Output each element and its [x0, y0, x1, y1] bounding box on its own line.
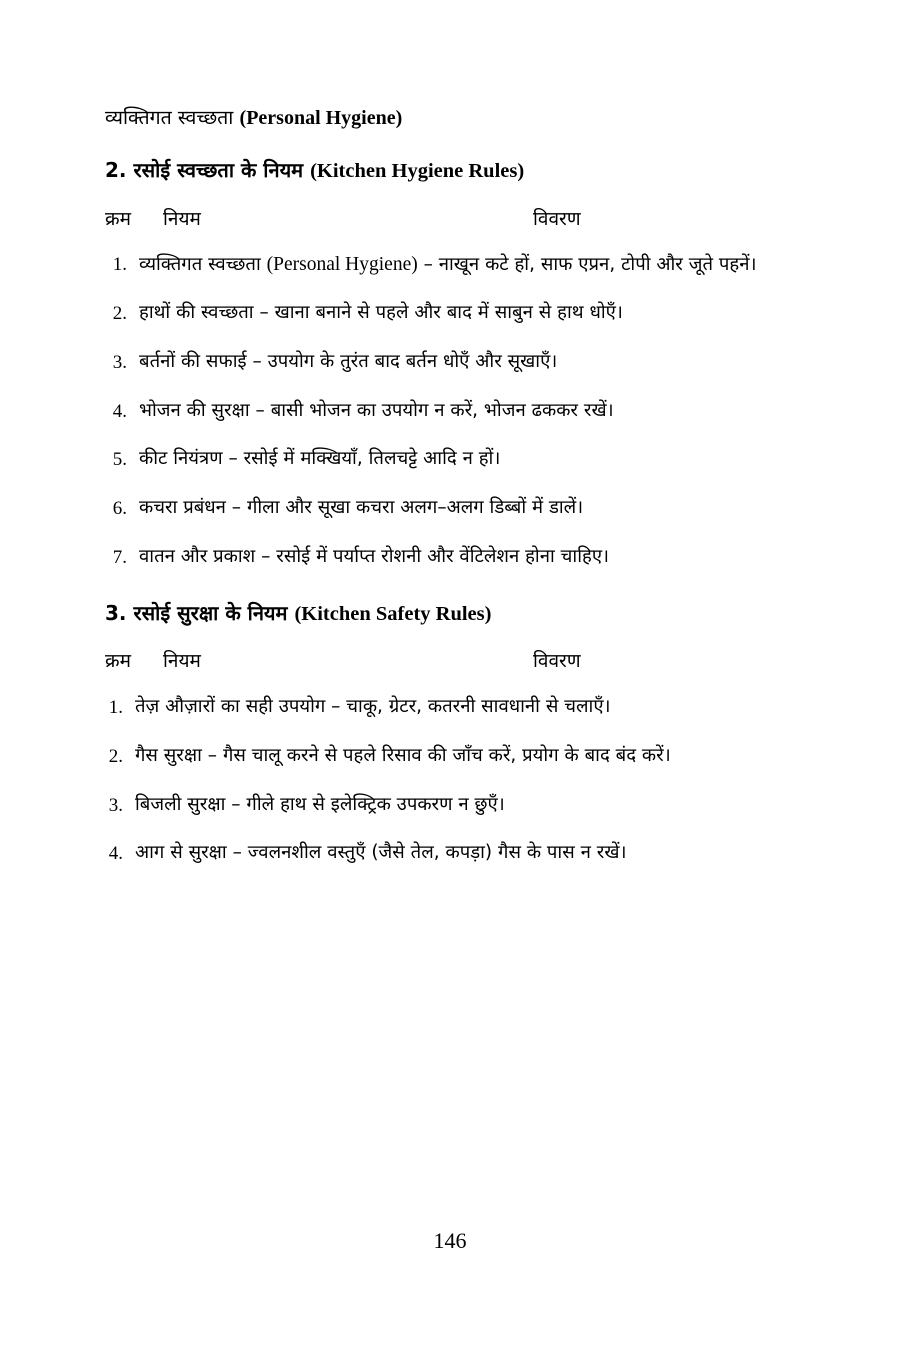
list-item-text	[139, 249, 795, 281]
column-header-vivaran: विवरण	[533, 207, 581, 230]
section-heading-safety	[105, 600, 795, 628]
column-header-niyam: नियम	[163, 650, 201, 673]
list-item	[105, 249, 795, 281]
list-item-number: 1.	[108, 697, 123, 719]
list-item-number: 1.	[112, 254, 127, 276]
list-item-text-part2: – नाखून कटे हों, साफ एप्रन, टोपी और जूते पहनें।	[417, 254, 757, 276]
list-item-text: वातन और प्रकाश – रसोई में पर्याप्त रोशनी और वेंटिलेशन होना चाहिए।	[139, 545, 610, 567]
list-item	[105, 790, 795, 822]
list-item	[105, 347, 795, 379]
list-item	[105, 741, 795, 773]
column-header-kram: क्रम	[105, 207, 131, 230]
list-item-text: आग से सुरक्षा – ज्वलनशील वस्तुएँ (जैसे तेल, कपड़ा) गैस के पास न रखें।	[135, 842, 627, 864]
list-item-number: 6.	[112, 498, 127, 520]
list-item-number: 4.	[112, 400, 127, 422]
list-item	[105, 396, 795, 428]
list-item-text: बर्तनों की सफाई – उपयोग के तुरंत बाद बर्तन धोएँ और सूखाएँ।	[139, 350, 558, 372]
column-headers-hygiene	[105, 207, 795, 232]
list-item-number: 3.	[112, 351, 127, 373]
section-heading-hygiene-english: (Kitchen Hygiene Rules)	[310, 160, 525, 182]
list-item-number: 5.	[112, 449, 127, 471]
page-title	[105, 105, 795, 131]
page-content	[105, 105, 795, 896]
list-item-text-part1: व्यक्तिगत स्वच्छता	[139, 254, 267, 276]
section-heading-safety-hindi: 3. रसोई सुरक्षा के नियम	[105, 600, 295, 625]
list-item	[105, 298, 795, 330]
list-item-text: गैस सुरक्षा – गैस चालू करने से पहले रिसाव की जाँच करें, प्रयोग के बाद बंद करें।	[135, 744, 671, 766]
list-item	[105, 838, 795, 870]
list-item-text: तेज़ औज़ारों का सही उपयोग – चाकू, ग्रेटर, कतरनी सावधानी से चलाएँ।	[135, 696, 611, 718]
column-header-vivaran: विवरण	[533, 650, 581, 673]
list-item	[105, 444, 795, 476]
list-item-text: बिजली सुरक्षा – गीले हाथ से इलेक्ट्रिक उपकरण न छुएँ।	[135, 793, 505, 815]
hygiene-rules-list	[105, 249, 795, 573]
column-headers-safety	[105, 649, 795, 674]
section-heading-hygiene	[105, 157, 795, 185]
page-number: 146	[433, 1228, 467, 1253]
page-title-english: (Personal Hygiene)	[239, 107, 403, 129]
list-item	[105, 493, 795, 525]
list-item-text: भोजन की सुरक्षा – बासी भोजन का उपयोग न करें, भोजन ढककर रखें।	[139, 399, 614, 421]
list-item	[105, 692, 795, 724]
list-item-number: 4.	[108, 843, 123, 865]
section-heading-safety-english: (Kitchen Safety Rules)	[294, 602, 492, 625]
list-item-number: 2.	[112, 303, 127, 325]
list-item-number: 7.	[112, 546, 127, 568]
list-item-text-english: (Personal Hygiene)	[266, 254, 418, 276]
column-header-kram: क्रम	[105, 650, 131, 673]
column-header-niyam: नियम	[163, 207, 201, 230]
list-item	[105, 542, 795, 574]
page-title-hindi: व्यक्तिगत स्वच्छता	[105, 106, 240, 129]
list-item-text: हाथों की स्वच्छता – खाना बनाने से पहले और बाद में साबुन से हाथ धोएँ।	[139, 302, 623, 324]
list-item-number: 3.	[108, 794, 123, 816]
section-heading-hygiene-hindi: 2. रसोई स्वच्छता के नियम	[105, 158, 311, 182]
list-item-text: कचरा प्रबंधन – गीला और सूखा कचरा अलग–अलग डिब्बों में डालें।	[139, 497, 584, 519]
safety-rules-list	[105, 692, 795, 870]
list-item-text: कीट नियंत्रण – रसोई में मक्खियाँ, तिलचट्टे आदि न हों।	[139, 448, 501, 470]
list-item-number: 2.	[108, 745, 123, 767]
